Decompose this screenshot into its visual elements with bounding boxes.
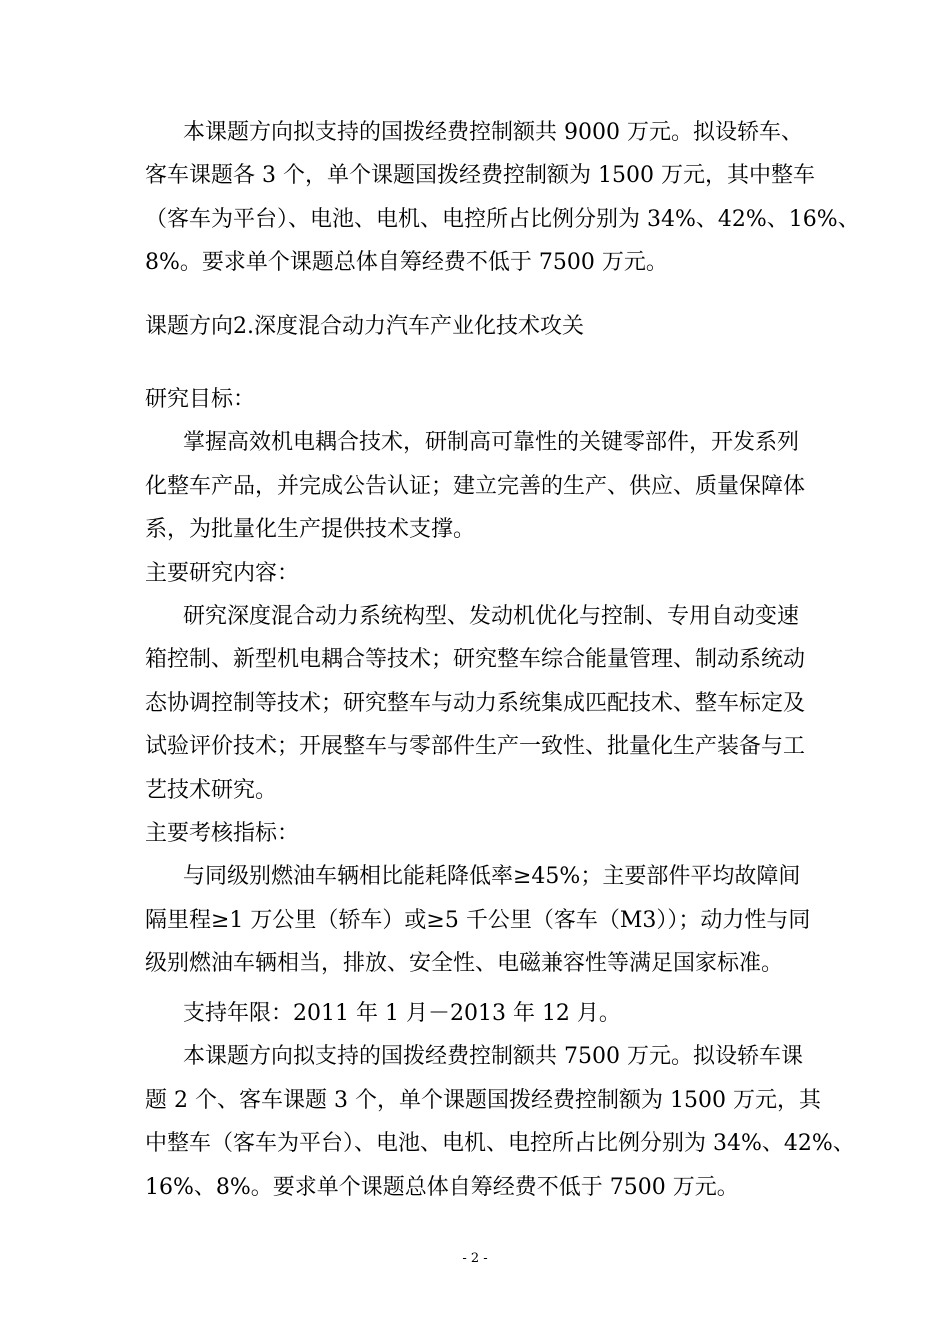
paragraph-line: 艺技术研究。	[145, 778, 278, 803]
subsection-label: 研究目标：	[145, 387, 256, 412]
paragraph-line: 系，为批量化生产提供技术支撑。	[145, 517, 476, 542]
paragraph-line: 与同级别燃油车辆相比能耗降低率≥45%；主要部件平均故障间	[183, 864, 801, 889]
paragraph-line: 隔里程≥1 万公里（轿车）或≥5 千公里（客车（M3））；动力性与同	[145, 908, 811, 933]
paragraph-line: 本课题方向拟支持的国拨经费控制额共 7500 万元。拟设轿车课	[183, 1044, 803, 1069]
paragraph-line: 16%、8%。要求单个课题总体自筹经费不低于 7500 万元。	[145, 1175, 739, 1200]
paragraph-line: 态协调控制等技术；研究整车与动力系统集成匹配技术、整车标定及	[145, 691, 806, 716]
page-number: - 2 -	[462, 1251, 488, 1266]
paragraph-line: 研究深度混合动力系统构型、发动机优化与控制、专用自动变速	[183, 604, 800, 629]
paragraph-line: 8%。要求单个课题总体自筹经费不低于 7500 万元。	[145, 250, 668, 275]
paragraph-line: 化整车产品，并完成公告认证；建立完善的生产、供应、质量保障体	[145, 474, 806, 499]
paragraph-line: （客车为平台）、电池、电机、电控所占比例分别为 34%、42%、16%、	[145, 207, 860, 232]
paragraph-line: 支持年限：2011 年 1 月－2013 年 12 月。	[183, 1001, 621, 1026]
paragraph-line: 客车课题各 3 个，单个课题国拨经费控制额为 1500 万元，其中整车	[145, 163, 815, 188]
paragraph-line: 掌握高效机电耦合技术，研制高可靠性的关键零部件，开发系列	[183, 430, 800, 455]
paragraph-line: 试验评价技术；开展整车与零部件生产一致性、批量化生产装备与工	[145, 734, 806, 759]
paragraph-line: 箱控制、新型机电耦合等技术；研究整车综合能量管理、制动系统动	[145, 647, 806, 672]
paragraph-line: 题 2 个、客车课题 3 个，单个课题国拨经费控制额为 1500 万元，其	[145, 1088, 821, 1113]
subsection-label: 主要研究内容：	[145, 561, 300, 586]
subsection-label: 主要考核指标：	[145, 821, 300, 846]
paragraph-line: 本课题方向拟支持的国拨经费控制额共 9000 万元。拟设轿车、	[183, 120, 803, 145]
section-heading: 课题方向2.深度混合动力汽车产业化技术攻关	[145, 314, 584, 339]
paragraph-line: 中整车（客车为平台）、电池、电机、电控所占比例分别为 34%、42%、	[145, 1131, 855, 1156]
paragraph-line: 级别燃油车辆相当，排放、安全性、电磁兼容性等满足国家标准。	[145, 951, 784, 976]
